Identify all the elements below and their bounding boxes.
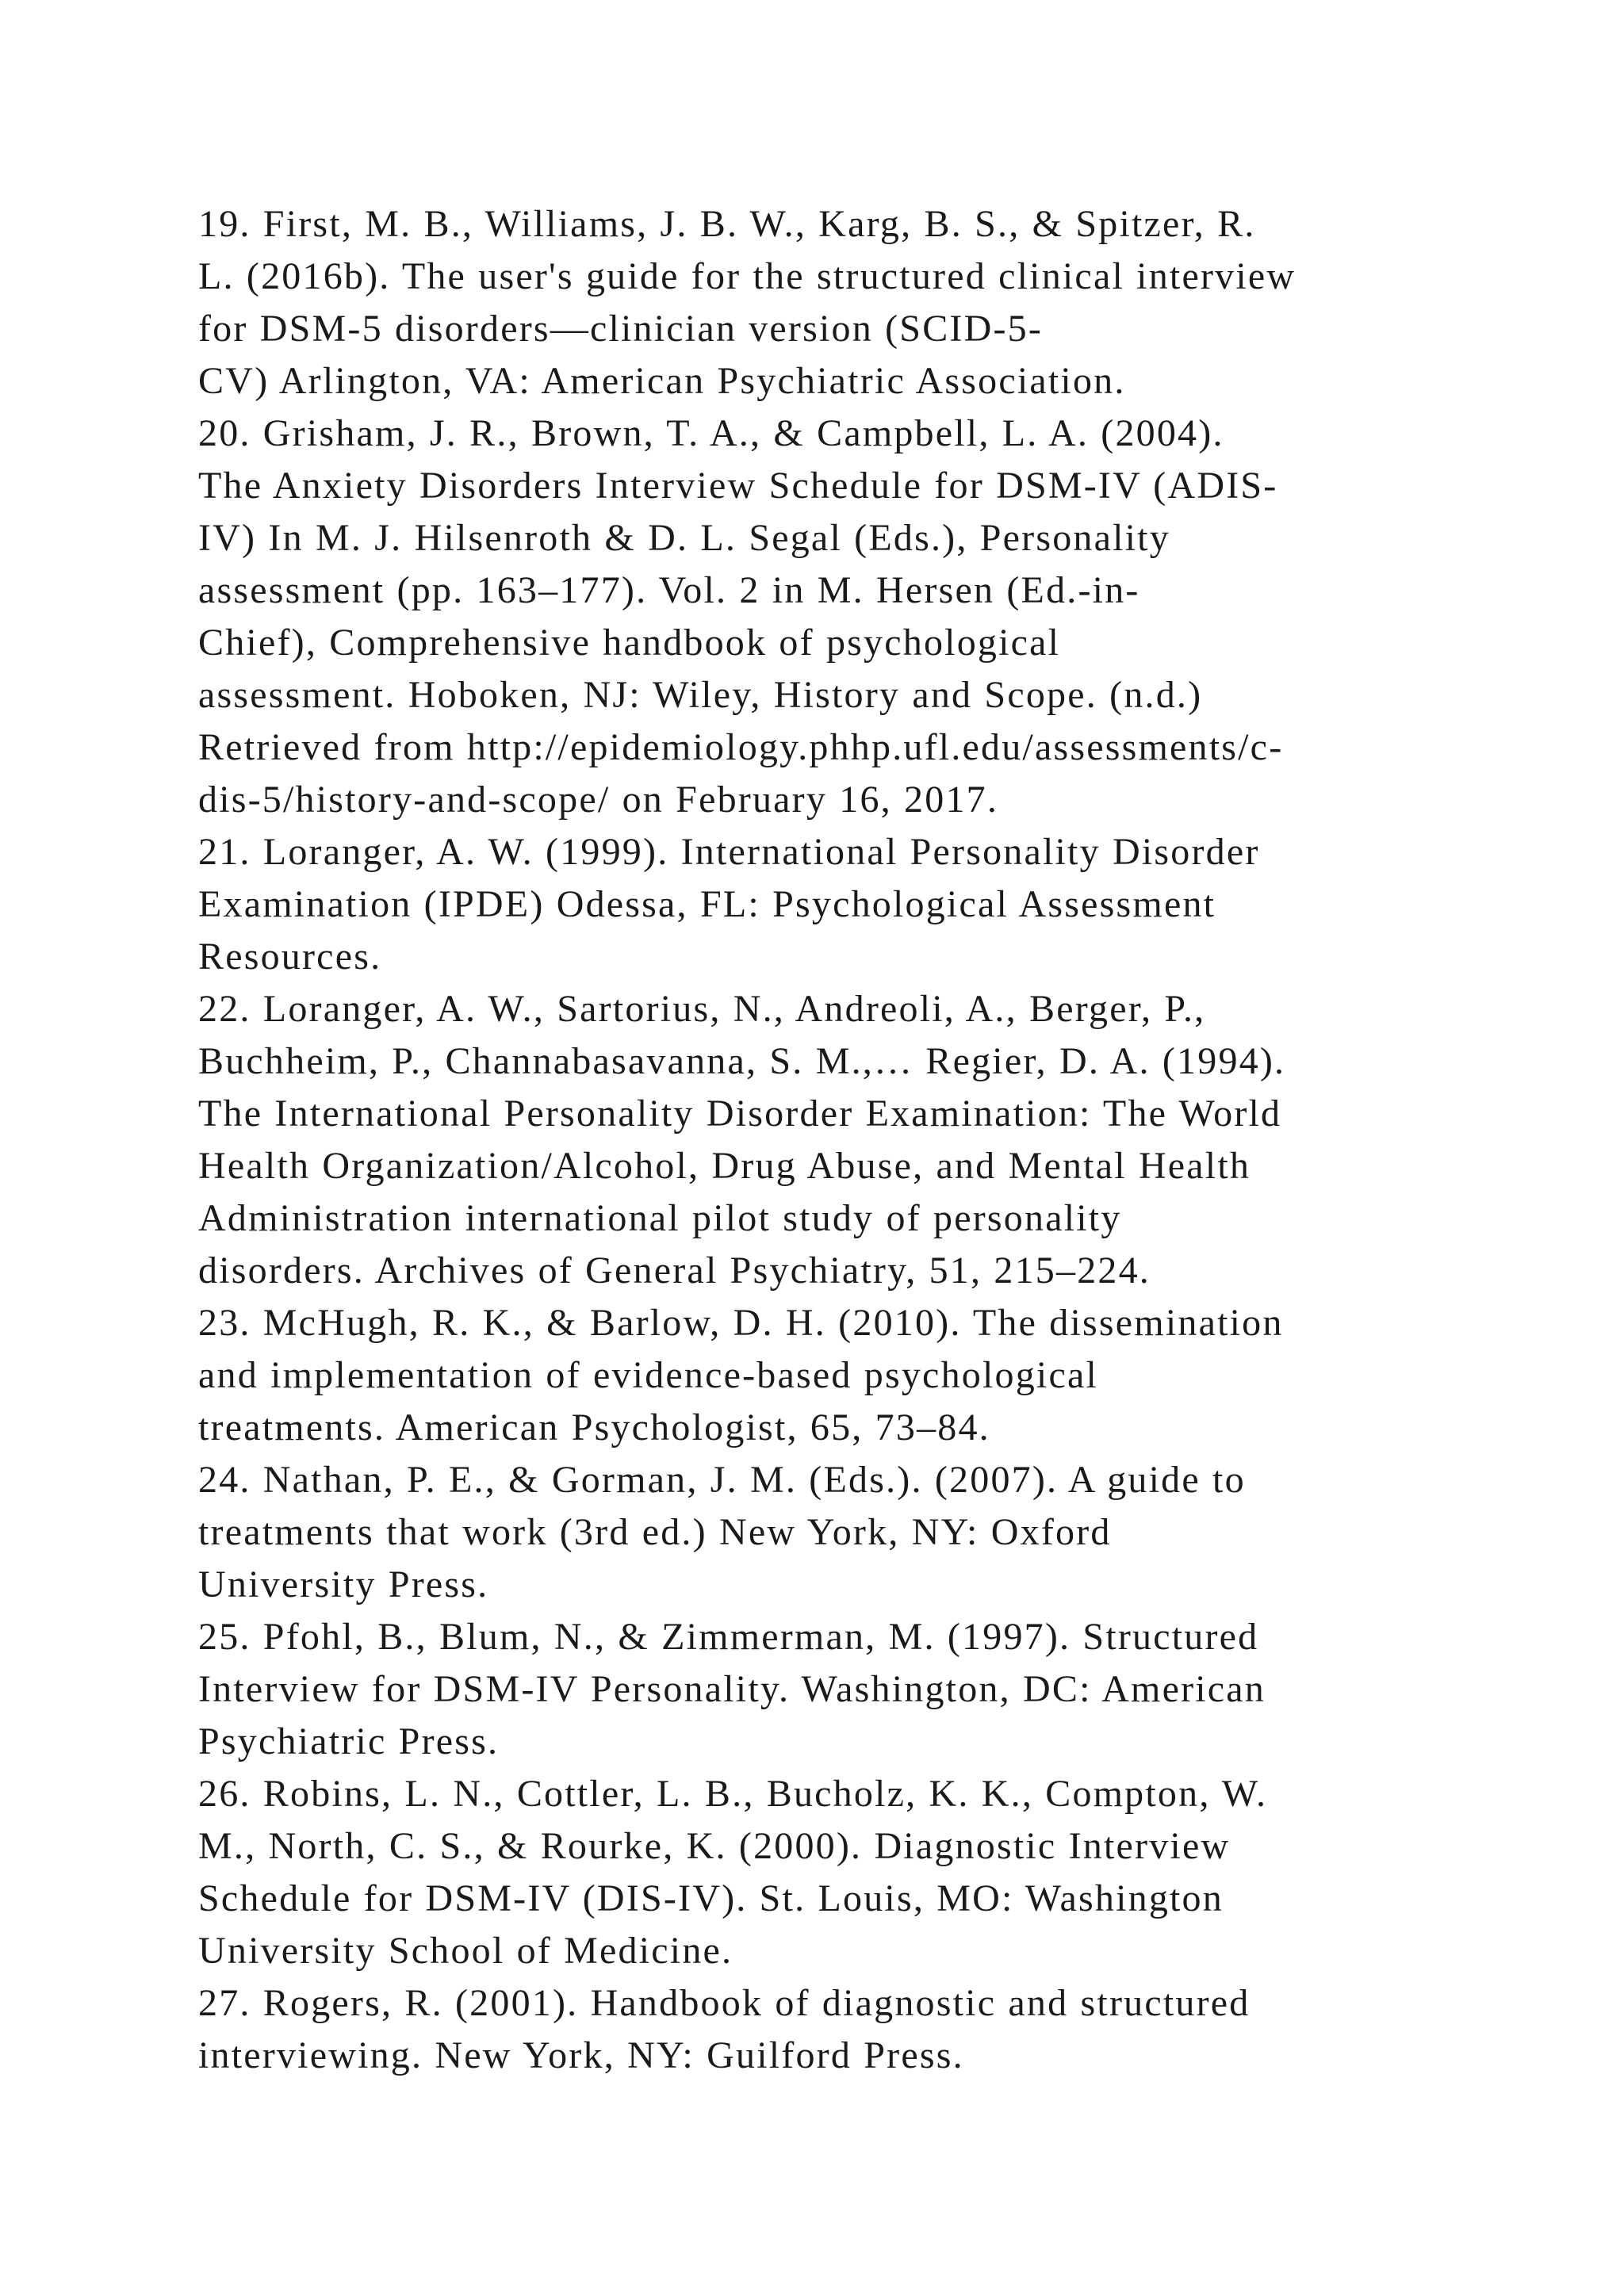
reference-line: University School of Medicine.: [198, 1930, 733, 1972]
reference-line: Resources.: [198, 936, 382, 978]
reference-line: IV) In M. J. Hilsenroth & D. L. Segal (Eds.), Personality: [198, 517, 1170, 559]
reference-line: The Anxiety Disorders Interview Schedule for DSM-IV (ADIS-: [198, 465, 1278, 507]
reference-line: 23. McHugh, R. K., & Barlow, D. H. (2010). The dissemination: [198, 1302, 1284, 1344]
reference-line: treatments. American Psychologist, 65, 73–84.: [198, 1406, 990, 1448]
reference-line: University Press.: [198, 1563, 489, 1605]
reference-line: assessment (pp. 163–177). Vol. 2 in M. Hersen (Ed.-in-: [198, 569, 1140, 611]
reference-line: dis-5/history-and-scope/ on February 16, 2017.: [198, 779, 999, 821]
reference-line: treatments that work (3rd ed.) New York, NY: Oxford: [198, 1511, 1112, 1553]
reference-line: 26. Robins, L. N., Cottler, L. B., Bucholz, K. K., Compton, W.: [198, 1773, 1268, 1815]
reference-line: L. (2016b). The user's guide for the structured clinical interview: [198, 255, 1297, 297]
reference-line: Psychiatric Press.: [198, 1720, 500, 1762]
reference-line: 27. Rogers, R. (2001). Handbook of diagnostic and structured: [198, 1982, 1251, 2024]
reference-line: assessment. Hoboken, NJ: Wiley, History and Scope. (n.d.): [198, 674, 1203, 716]
reference-line: Retrieved from http://epidemiology.phhp.ufl.edu/assessments/c-: [198, 726, 1284, 768]
reference-list: [198, 198, 1507, 2082]
reference-line: 25. Pfohl, B., Blum, N., & Zimmerman, M. (1997). Structured: [198, 1616, 1259, 1658]
reference-line: Examination (IPDE) Odessa, FL: Psychological Assessment: [198, 883, 1216, 925]
reference-line: 20. Grisham, J. R., Brown, T. A., & Campbell, L. A. (2004).: [198, 412, 1224, 454]
reference-line: 19. First, M. B., Williams, J. B. W., Karg, B. S., & Spitzer, R.: [198, 203, 1256, 245]
reference-line: Interview for DSM-IV Personality. Washington, DC: American: [198, 1668, 1266, 1710]
reference-line: 21. Loranger, A. W. (1999). International Personality Disorder: [198, 831, 1260, 873]
reference-line: Health Organization/Alcohol, Drug Abuse, and Mental Health: [198, 1145, 1251, 1187]
reference-line: 22. Loranger, A. W., Sartorius, N., Andreoli, A., Berger, P.,: [198, 988, 1206, 1030]
reference-line: 24. Nathan, P. E., & Gorman, J. M. (Eds.). (2007). A guide to: [198, 1459, 1246, 1501]
reference-line: M., North, C. S., & Rourke, K. (2000). Diagnostic Interview: [198, 1825, 1231, 1867]
reference-line: disorders. Archives of General Psychiatry, 51, 215–224.: [198, 1249, 1151, 1292]
reference-line: for DSM-5 disorders—clinician version (SCID-5-: [198, 308, 1044, 350]
reference-line: The International Personality Disorder Examination: The World: [198, 1093, 1282, 1135]
reference-line: Administration international pilot study of personality: [198, 1197, 1122, 1239]
reference-line: Schedule for DSM-IV (DIS-IV). St. Louis, MO: Washington: [198, 1877, 1224, 1919]
reference-line: CV) Arlington, VA: American Psychiatric Association.: [198, 360, 1126, 402]
reference-line: and implementation of evidence-based psychological: [198, 1354, 1098, 1396]
reference-line: Chief), Comprehensive handbook of psychological: [198, 622, 1061, 664]
reference-line: interviewing. New York, NY: Guilford Press.: [198, 2034, 964, 2076]
reference-line: Buchheim, P., Channabasavanna, S. M.,… Regier, D. A. (1994).: [198, 1040, 1286, 1082]
